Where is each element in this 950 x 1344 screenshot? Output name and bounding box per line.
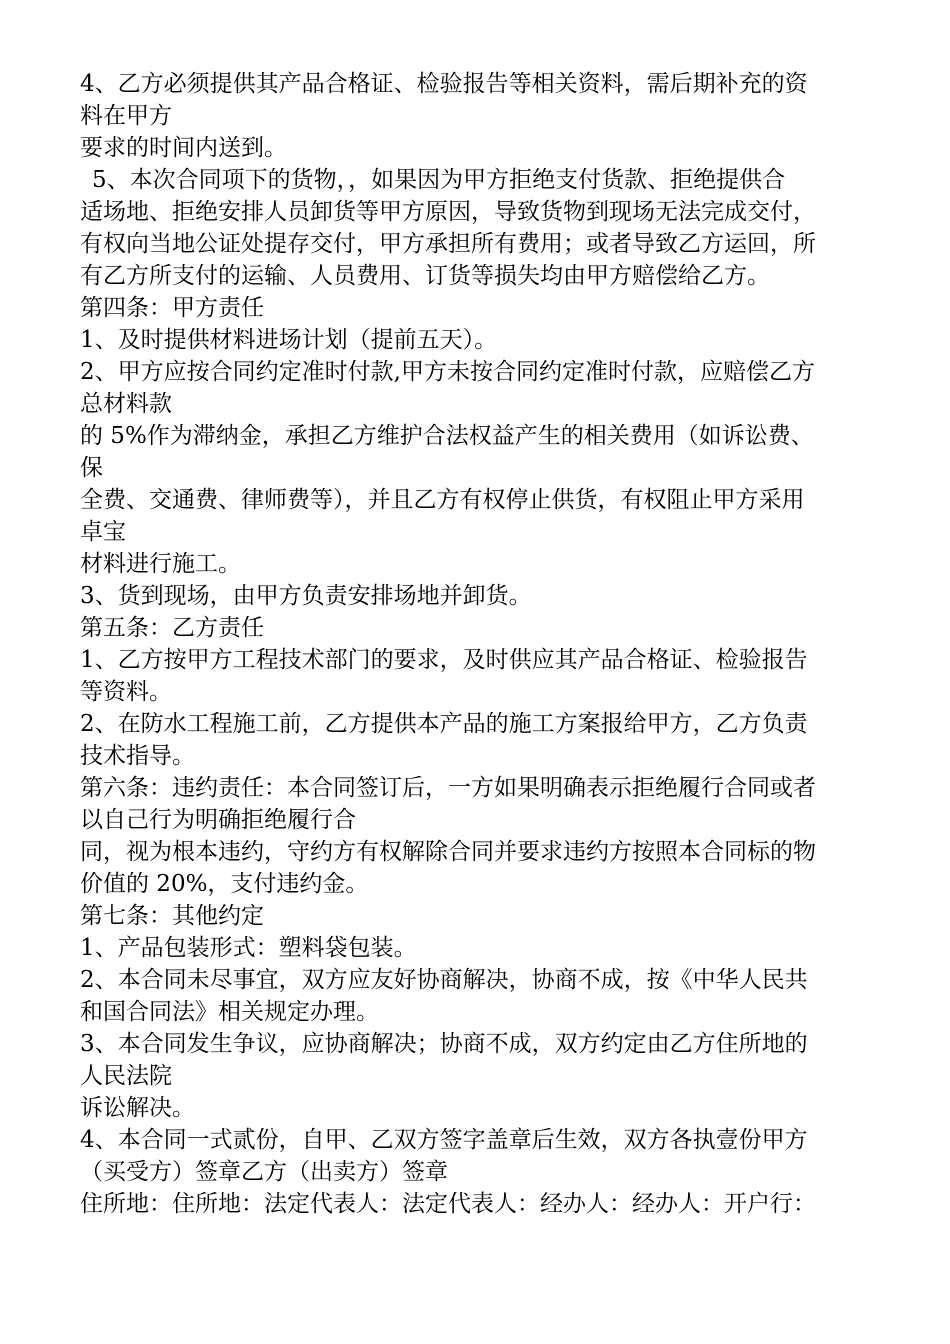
text-line: 同，视为根本违约，守约方有权解除合同并要求违约方按照本合同标的物 bbox=[80, 839, 816, 865]
text-line: 总材料款 bbox=[80, 391, 172, 417]
text-line: 价值的 20%，支付违约金。 bbox=[80, 871, 369, 897]
contract-page bbox=[80, 68, 880, 1220]
text-line: 5、本次合同项下的货物，，如果因为甲方拒绝支付货款、拒绝提供合 bbox=[92, 167, 786, 193]
section-heading: 第四条：甲方责任 bbox=[80, 295, 264, 321]
text-line: 1、产品包装形式：塑料袋包装。 bbox=[80, 935, 417, 961]
text-line: 适场地、拒绝安排人员卸货等甲方原因，导致货物到现场无法完成交付， bbox=[80, 199, 816, 225]
text-line: 以自己行为明确拒绝履行合 bbox=[80, 807, 356, 833]
text-line: 2、甲方应按合同约定准时付款,甲方未按合同约定准时付款，应赔偿乙方 bbox=[80, 359, 815, 385]
text-line: 技术指导。 bbox=[80, 743, 195, 769]
section-heading: 第七条：其他约定 bbox=[80, 903, 264, 929]
text-line: 4、乙方必须提供其产品合格证、检验报告等相关资料，需后期补充的资 bbox=[80, 71, 808, 97]
text-line: 有乙方所支付的运输、人员费用、订货等损失均由甲方赔偿给乙方。 bbox=[80, 263, 770, 289]
text-line: 等资料。 bbox=[80, 679, 172, 705]
text-line: 有权向当地公证处提存交付，甲方承担所有费用；或者导致乙方运回，所 bbox=[80, 231, 816, 257]
text-line: 4、本合同一式贰份，自甲、乙双方签字盖章后生效，双方各执壹份甲方 bbox=[80, 1127, 808, 1153]
section-heading: 第六条：违约责任：本合同签订后，一方如果明确表示拒绝履行合同或者 bbox=[80, 775, 816, 801]
text-line: 保 bbox=[80, 455, 103, 481]
text-line: 和国合同法》相关规定办理。 bbox=[80, 999, 379, 1025]
text-line: 卓宝 bbox=[80, 519, 126, 545]
section-heading: 第五条：乙方责任 bbox=[80, 615, 264, 641]
text-line: 诉讼解决。 bbox=[80, 1095, 195, 1121]
text-line: 材料进行施工。 bbox=[80, 551, 241, 577]
text-line: 2、本合同未尽事宜，双方应友好协商解决，协商不成，按《中华人民共 bbox=[80, 967, 808, 993]
text-line: 的 5%作为滞纳金，承担乙方维护合法权益产生的相关费用（如诉讼费、 bbox=[80, 423, 814, 449]
party-info-labels: 住所地：住所地：法定代表人：法定代表人：经办人：经办人：开户行： bbox=[80, 1191, 816, 1217]
text-line: 人民法院 bbox=[80, 1063, 172, 1089]
text-line: 1、及时提供材料进场计划（提前五天）。 bbox=[80, 327, 498, 353]
text-line: 全费、交通费、律师费等），并且乙方有权停止供货，有权阻止甲方采用 bbox=[80, 487, 805, 513]
text-line: 2、在防水工程施工前，乙方提供本产品的施工方案报给甲方，乙方负责 bbox=[80, 711, 808, 737]
text-line: 3、货到现场，由甲方负责安排场地并卸货。 bbox=[80, 583, 532, 609]
text-line: 料在甲方 bbox=[80, 103, 172, 129]
signature-labels: （买受方）签章乙方（出卖方）签章 bbox=[80, 1159, 448, 1185]
text-line: 1、乙方按甲方工程技术部门的要求，及时供应其产品合格证、检验报告 bbox=[80, 647, 808, 673]
text-line: 3、本合同发生争议，应协商解决；协商不成，双方约定由乙方住所地的 bbox=[80, 1031, 808, 1057]
text-line: 要求的时间内送到。 bbox=[80, 135, 287, 161]
